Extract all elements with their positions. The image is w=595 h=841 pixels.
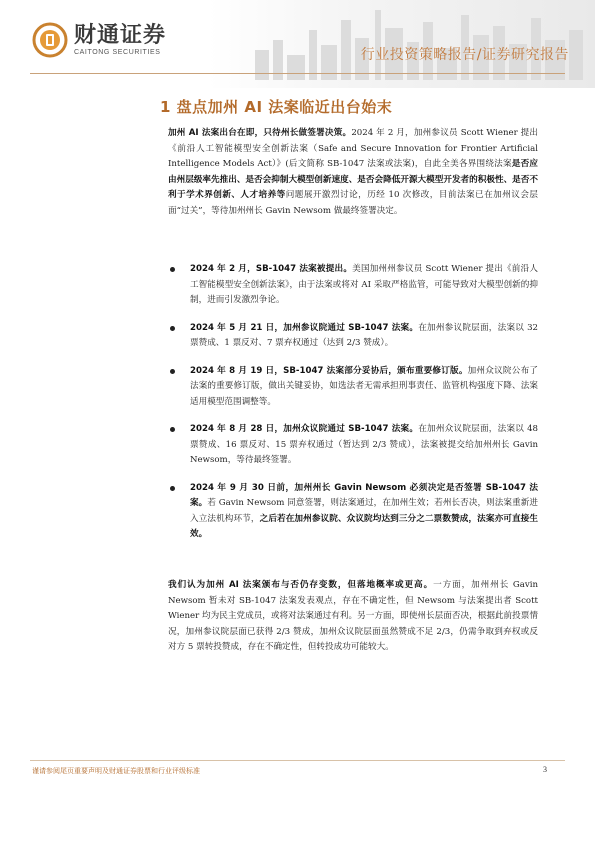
timeline-item (168, 321, 538, 352)
intro-mid-bold: 是否应由州层级率先推出、是否会抑制大模型创新速度、是否会降低开源大模型开发者的积极性、是否不利于学术界创新、人才培养等 (168, 159, 538, 200)
page-header (0, 0, 595, 88)
city-skyline-graphic (235, 0, 595, 80)
timeline-date: 2024 年 8 月 19 日，SB-1047 法案部分妥协后，颁布重要修订版。 (190, 365, 468, 376)
page-number: 3 (543, 765, 547, 774)
timeline-date: 2024 年 8 月 28 日，加州众议院通过 SB-1047 法案。 (190, 424, 419, 434)
timeline-item (168, 481, 538, 543)
intro-lead: 加州 AI 法案出台在即，只待州长做签署决策。 (168, 128, 352, 138)
timeline-date: 2024 年 2 月，SB-1047 法案被提出。 (190, 264, 353, 274)
bullet-dot-icon (170, 369, 175, 374)
timeline-item (168, 422, 538, 469)
conclusion-text: 一方面，加州州长 Gavin Newsom 暂未对 SB-1047 法案发表观点，存在不确定性，但 Newsom 与法案提出者 Scott Wiener 均为民主党成员，或将对法案通过有利。另一方面，即使州长层面否决，根据此前投票情况，加州参议院层面已获得 2/3 赞成，加州众议院层面虽然赞成不足 2/3，仍需争取到弃权或反对方 5 票转投赞成，存在不确定性，但转投成功可能较大。 (168, 580, 538, 652)
timeline-list (168, 262, 538, 555)
logo-coin-icon (32, 22, 68, 58)
timeline-tail-bold: 之后若在加州参议院、众议院均达到三分之二票数赞成，法案亦可直接生效。 (190, 513, 538, 539)
timeline-text: 美国加州州参议员 Scott Wiener 提出《前沿人工智能模型安全创新法案》，由于法案或将对 AI 采取严格监管，可能导致对大模型创新的抑制，进而引发激烈争论。 (190, 264, 538, 305)
timeline-text: 在加州参议院层面，法案以 32 票赞成、1 票反对、7 票弃权通过（达到 2/3 赞成）。 (190, 322, 539, 348)
section-title: 1 盘点加州 AI 法案临近出台始末 (160, 98, 393, 116)
logo-english-name: CAITONG SECURITIES (74, 49, 161, 56)
conclusion-lead: 我们认为加州 AI 法案颁布与否仍存变数，但落地概率或更高。 (168, 580, 434, 590)
company-logo (32, 22, 166, 58)
timeline-text: 在加州众议院层面，法案以 48 票赞成、16 票反对、15 票弃权通过（暂达到 2/3 赞成），法案被提交给加州州长 Gavin Newsom，等待最终签署。 (190, 424, 539, 465)
intro-paragraph (168, 126, 538, 219)
report-type-label: 行业投资策略报告/证券研究报告 (360, 47, 569, 63)
timeline-item (168, 364, 538, 411)
intro-text-1: 2024 年 2 月，加州参议员 Scott Wiener 提出《前沿人工智能模型安全创新法案（Safe and Secure Innovation for Frontier Artificial Intelligence Models Act）》(后文简称 SB-1047 法案或法案)，自此全美各界围绕法案 (168, 128, 538, 169)
logo-chinese-name: 财通证券 (74, 23, 167, 48)
bullet-dot-icon (170, 326, 175, 331)
bullet-dot-icon (170, 267, 175, 272)
conclusion-paragraph (168, 578, 538, 656)
bullet-dot-icon (170, 427, 175, 432)
timeline-date: 2024 年 5 月 21 日，加州参议院通过 SB-1047 法案。 (190, 322, 419, 333)
timeline-item (168, 262, 538, 309)
footer-divider (30, 760, 565, 761)
footer-disclaimer: 谨请参阅尾页重要声明及财通证券股票和行业评级标准 (32, 767, 200, 775)
bullet-dot-icon (170, 486, 175, 491)
timeline-date: 2024 年 9 月 30 日前，加州州长 Gavin Newsom 必须决定是否签署 SB-1047 法案。 (190, 482, 538, 508)
timeline-text: 加州众议院公布了法案的重要修订版，做出关键妥协，如选法者无需承担刑事责任、监管机构强度下降、法案适用模型范围调整等。 (190, 365, 538, 407)
timeline-text: 若 Gavin Newsom 同意签署，则法案通过，在加州生效；若州长否决，则法案重新进入立法机构环节， (190, 498, 538, 524)
header-divider (30, 73, 565, 74)
intro-text-2: 问题展开激烈讨论，历经 10 次修改，目前法案已在加州议会层面“过关”，等待加州州长 Gavin Newsom 做最终签署决定。 (168, 190, 538, 216)
